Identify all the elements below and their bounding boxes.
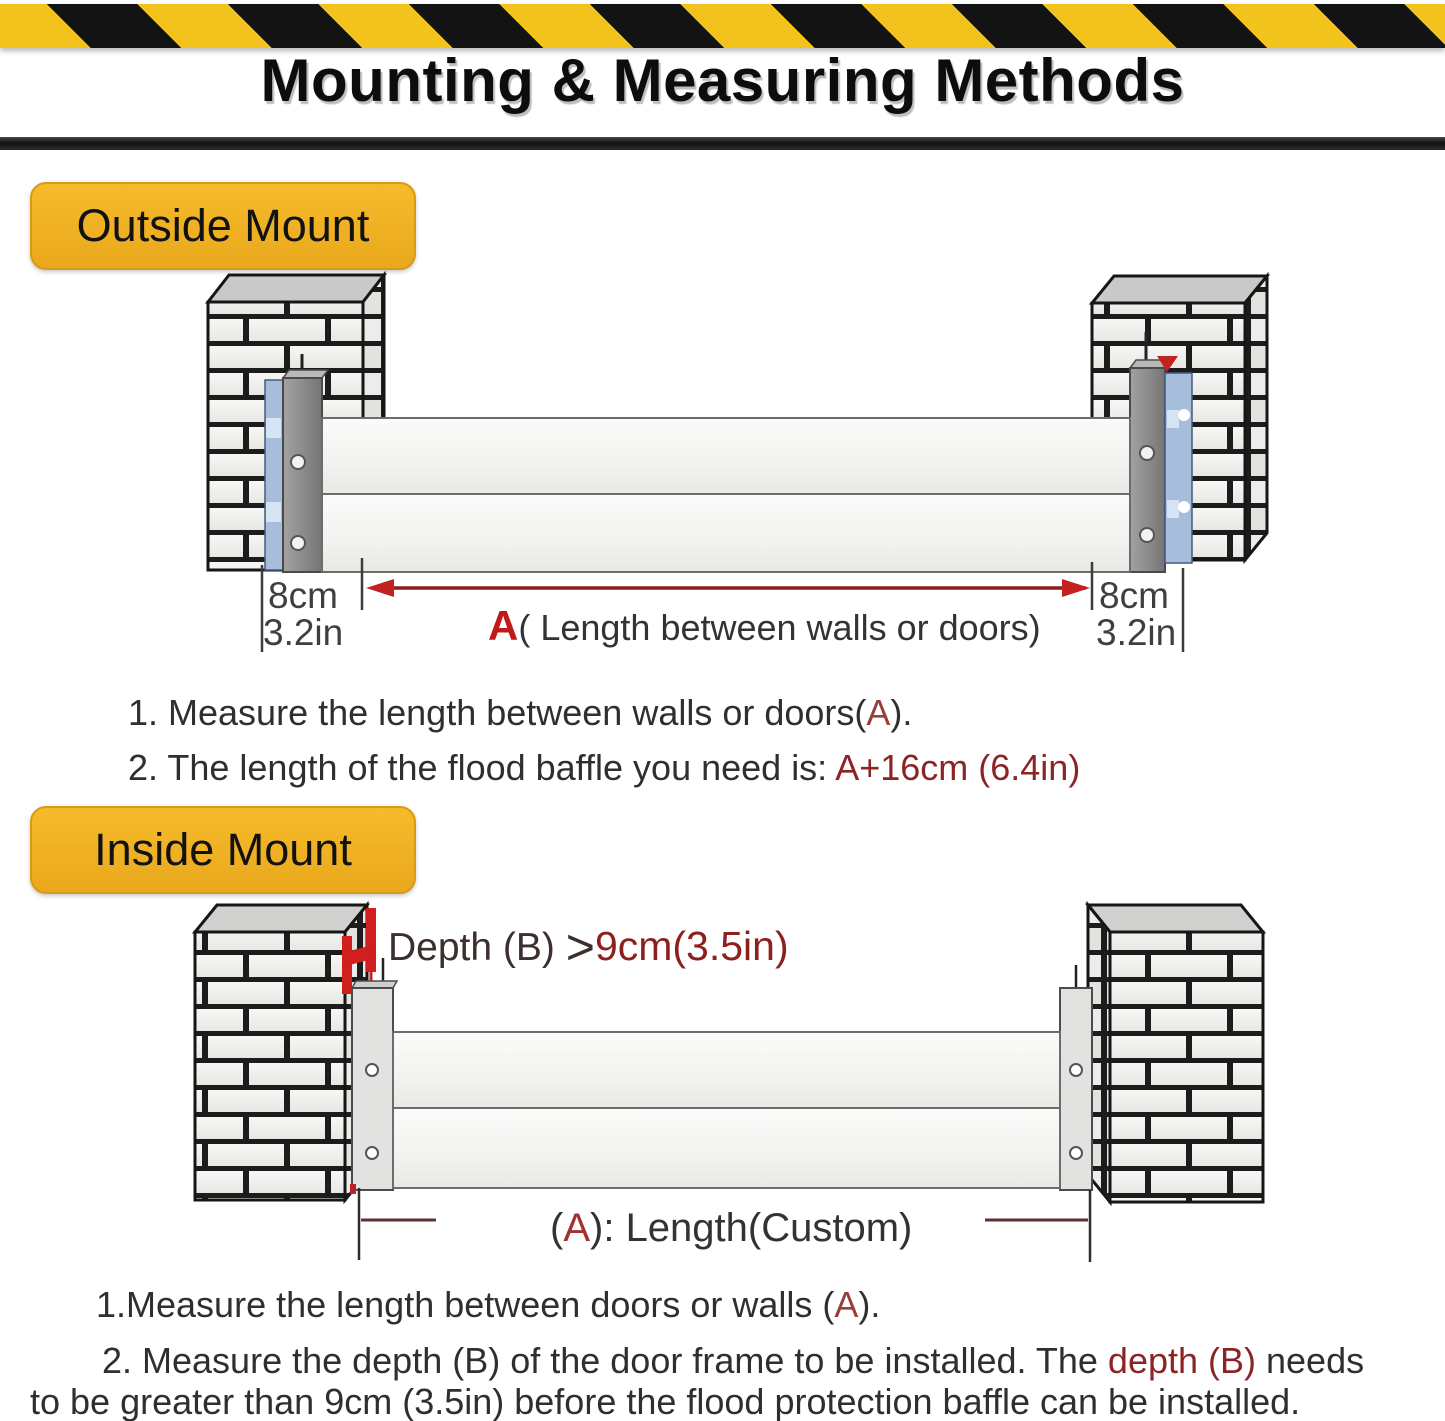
- flood-barrier: [322, 418, 1130, 572]
- red-tick-icon: [350, 1184, 356, 1194]
- inside-step-2-cont: to be greater than 9cm (3.5in) before the flood protection baffle can be installed.: [30, 1381, 1301, 1421]
- inside-step-1: 1.Measure the length between doors or walls (A).: [96, 1284, 881, 1325]
- dim-right-cm: 8cm: [1099, 575, 1169, 616]
- bolt-icon: [1178, 501, 1190, 513]
- bolt-icon: [1178, 409, 1190, 421]
- outside-step-1: 1. Measure the length between walls or doors(A).: [128, 692, 913, 733]
- seal-strip-right: [1165, 373, 1192, 563]
- title-divider: [0, 137, 1445, 150]
- length-a-letter: A: [488, 602, 519, 649]
- length-a-text: ( Length between walls or doors): [518, 607, 1041, 648]
- bolt-icon: [1070, 1064, 1082, 1076]
- page-title: Mounting & Measuring Methods: [260, 47, 1185, 114]
- length-a-label: [488, 602, 1041, 650]
- bolt-icon: [366, 1064, 378, 1076]
- depth-annotation: Depth (B) >9cm(3.5in): [388, 919, 789, 975]
- bolt-icon: [1140, 446, 1154, 460]
- inside-step-2: 2. Measure the depth (B) of the door frame to be installed. The depth (B) needs: [102, 1340, 1365, 1381]
- dim-left-in: 3.2in: [263, 612, 344, 653]
- outside-step-2: 2. The length of the flood baffle you need is: A+16cm (6.4in): [128, 747, 1081, 788]
- bolt-icon: [1140, 528, 1154, 542]
- brick-pillar-left: [195, 905, 367, 1200]
- greater-than-sign: >: [565, 919, 595, 975]
- bolt-icon: [291, 536, 305, 550]
- flood-barrier: [393, 1032, 1060, 1188]
- measure-arrow: [366, 579, 1090, 597]
- seal-strip-left: [265, 380, 283, 570]
- inside-mount-label: Inside Mount: [30, 806, 416, 894]
- dim-left-cm: 8cm: [268, 575, 338, 616]
- outside-mount-label: Outside Mount: [30, 182, 416, 270]
- length-custom-label: (A): Length(Custom): [550, 1206, 913, 1250]
- mounting-channel-right: [1060, 965, 1092, 1190]
- bolt-icon: [1070, 1147, 1082, 1159]
- dim-right-in: 3.2in: [1096, 612, 1177, 653]
- mounting-channel-left: [350, 958, 397, 1194]
- brick-pillar-right: [1088, 905, 1263, 1202]
- hazard-tape: [0, 4, 1445, 48]
- bolt-icon: [366, 1147, 378, 1159]
- bolt-icon: [291, 455, 305, 469]
